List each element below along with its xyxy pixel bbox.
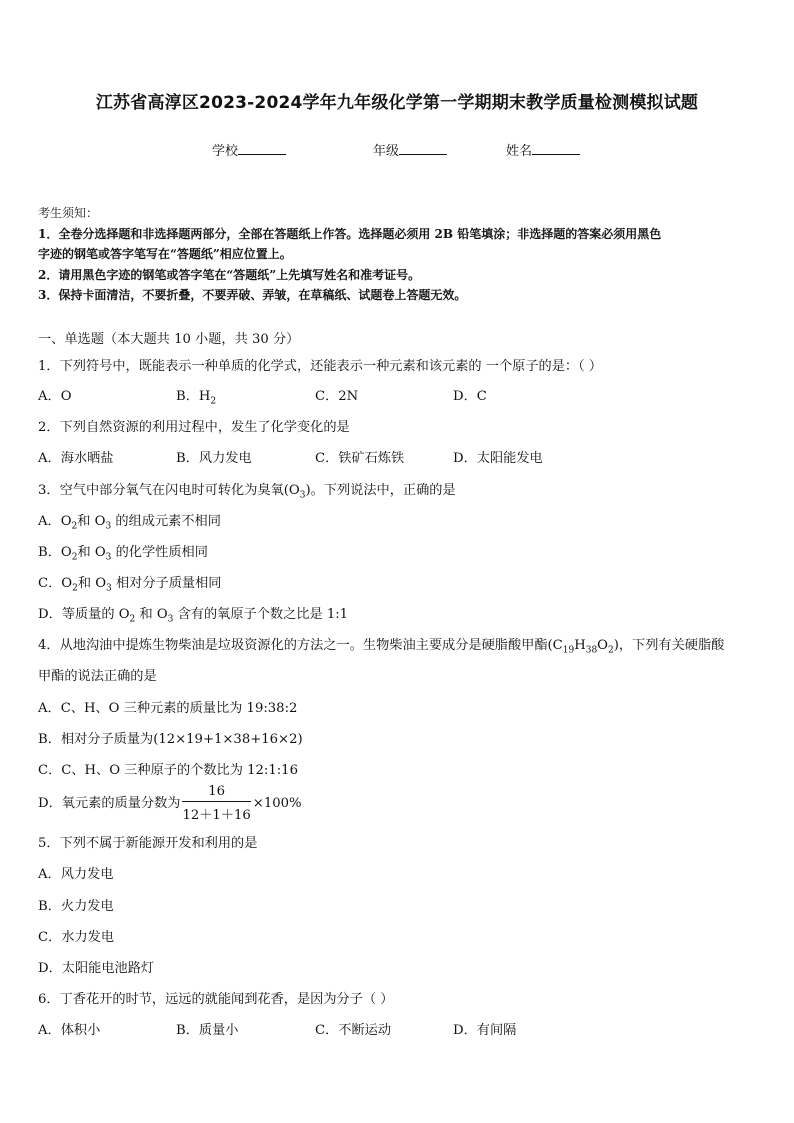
q1-stem: 1．下列符号中，既能表示一种单质的化学式，还能表示一种元素和该元素的 一个原子的是：（ ） [38,359,603,374]
q5-stem: 5．下列不属于新能源开发和利用的是 [38,836,258,851]
q4-option-a: A．C、H、O 三种元素的质量比为 19:38:2 [38,701,298,716]
q1-option-b: B．$H_2$ [176,389,217,407]
name-field [506,140,580,159]
q4-option-b: B．相对分子质量为(12×19+1×38+16×2) [38,732,303,747]
grade-blank [399,143,447,155]
name-label: 姓名 [506,144,533,159]
q3-option-b: B．$O_2$和 $O_3$ 的化学性质相同 [38,545,208,563]
q6-option-a: A．体积小 [38,1023,101,1038]
q5-option-c: C．水力发电 [38,930,115,945]
q5-option-d: D．太阳能电池路灯 [38,961,155,976]
q4-option-d: D．氧元素的质量分数为 $\frac{16}{12+1+16}$ ×100% [38,784,302,823]
q2-stem: 2．下列自然资源的利用过程中，发生了化学变化的是 [38,420,350,435]
school-label: 学校 [212,144,239,159]
section-heading: 一、单选题（本大题共 10 小题，共 30 分） [38,332,300,347]
name-blank [532,143,580,155]
q1-option-a: A．O [38,389,72,404]
q4-stem-line2: 甲酯的说法正确的是 [38,669,157,684]
q5-option-a: A．风力发电 [38,867,114,882]
school-blank [238,143,286,155]
exam-notes [38,203,758,306]
note-1a: 1．全卷分选择题和非选择题两部分，全部在答题纸上作答。选择题必须用 2B 铅笔填涂；非选择题的答案必须用黑色 [38,226,662,241]
q4-fraction: $\frac{16}{12+1+16}$ [182,784,251,823]
q1-option-d: D．C [453,389,487,404]
q3-option-a: A．$O_2$和 $O_3$ 的组成元素不相同 [38,514,221,532]
exam-title: 江苏省高淳区2023-2024学年九年级化学第一学期期末教学质量检测模拟试题 [95,93,699,113]
q2-option-d: D．太阳能发电 [453,451,543,466]
q2-option-b: B．风力发电 [176,451,252,466]
q2-option-a: A．海水晒盐 [38,451,114,466]
q3-option-d: D．等质量的 $O_2$ 和 $O_3$ 含有的氧原子个数之比是 1:1 [38,607,349,625]
q3-option-c: C．$O_2$和 $O_3$ 相对分子质量相同 [38,576,222,594]
note-3: 3．保持卡面清洁，不要折叠，不要弄破、弄皱，在草稿纸、试题卷上答题无效。 [38,288,467,302]
notes-heading: 考生须知： [38,206,99,220]
q6-stem: 6．丁香花开的时节，远远的就能闻到花香，是因为分子（ ） [38,992,394,1007]
grade-field [373,140,447,159]
q4-option-c: C．C、H、O 三种原子的个数比为 12:1:16 [38,763,298,778]
note-1b: 字迹的钢笔或答字笔写在“答题纸”相应位置上。 [38,247,292,261]
q3-stem: 3．空气中部分氧气在闪电时可转化为臭氧$(O_3)$。下列说法中，正确的是 [38,483,456,501]
q2-option-c: C．铁矿石炼铁 [315,451,405,466]
q5-option-b: B．火力发电 [38,899,114,914]
q6-option-b: B．质量小 [176,1023,239,1038]
school-field [212,140,286,159]
q6-option-d: D．有间隔 [453,1023,517,1038]
q4-stem-line1: 4．从地沟油中提炼生物柴油是垃圾资源化的方法之一。生物柴油主要成分是硬脂酸甲酯$(C_{19}H_{38}O_2)$，下列有关硬脂酸 [38,638,725,656]
grade-label: 年级 [373,144,400,159]
q1-option-c: C．2N [315,389,359,404]
q6-option-c: C．不断运动 [315,1023,392,1038]
note-2: 2．请用黑色字迹的钢笔或答字笔在“答题纸”上先填写姓名和准考证号。 [38,267,421,282]
